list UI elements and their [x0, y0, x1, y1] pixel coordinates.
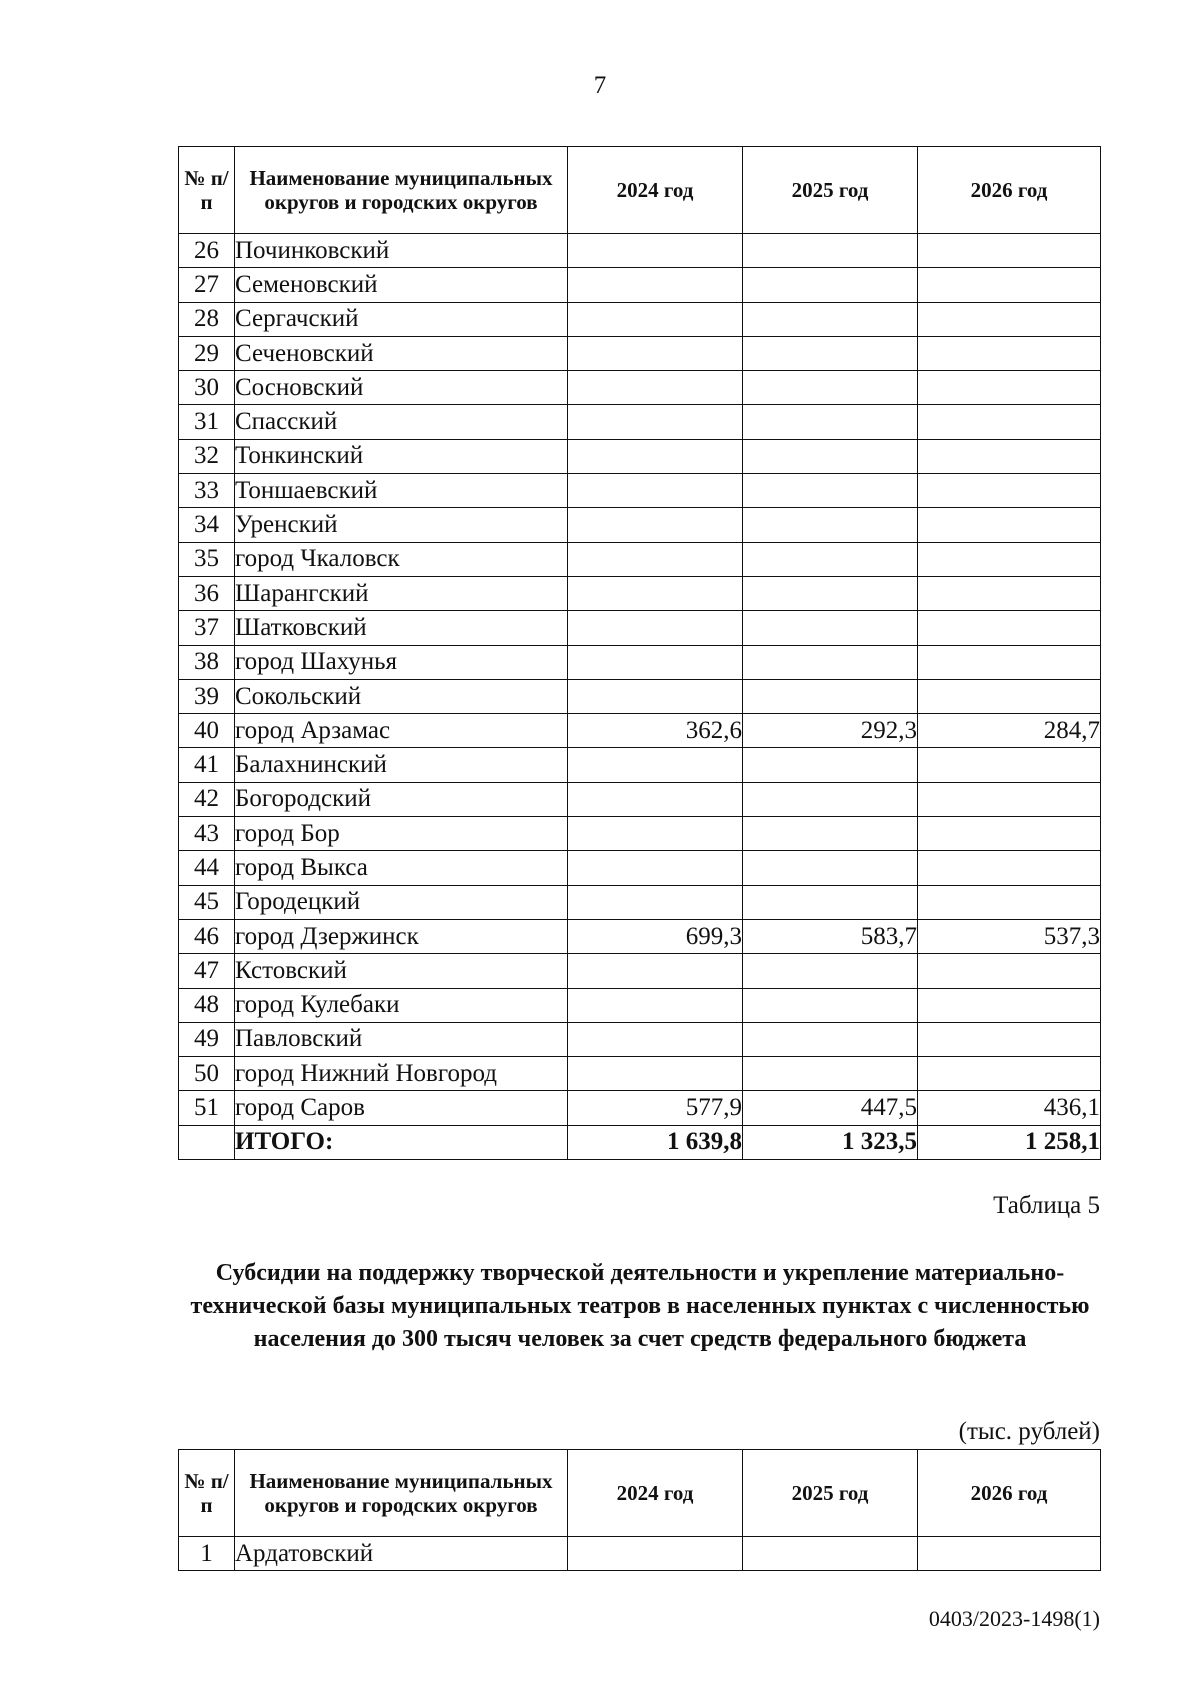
value-2025: [743, 508, 918, 542]
row-number: 42: [179, 782, 235, 816]
table-row: [179, 1091, 1101, 1125]
value-2026: 436,1: [918, 1091, 1101, 1125]
header-2025: 2025 год: [743, 147, 918, 234]
table-row: [179, 885, 1101, 919]
value-2026: [918, 336, 1101, 370]
district-name: город Выкса: [235, 851, 568, 885]
value-2026: [918, 371, 1101, 405]
value-2025: [743, 234, 918, 268]
value-2026: [918, 439, 1101, 473]
value-2024: [568, 268, 743, 302]
value-2024: [568, 336, 743, 370]
value-2026: [918, 268, 1101, 302]
district-name: Уренский: [235, 508, 568, 542]
district-name: Семеновский: [235, 268, 568, 302]
value-2025: [743, 336, 918, 370]
header-2024: 2024 год: [568, 147, 743, 234]
value-2025: [743, 268, 918, 302]
table-header-row: [179, 147, 1101, 234]
value-2026: [918, 817, 1101, 851]
row-number: 35: [179, 542, 235, 576]
value-2024: [568, 234, 743, 268]
value-2025: [743, 611, 918, 645]
value-2026: [918, 302, 1101, 336]
district-name: город Саров: [235, 1091, 568, 1125]
value-2024: [568, 508, 743, 542]
table-row: [179, 851, 1101, 885]
row-number: 40: [179, 714, 235, 748]
value-2026: [918, 576, 1101, 610]
table-row: [179, 679, 1101, 713]
district-name: Сосновский: [235, 371, 568, 405]
total-2025: 1 323,5: [743, 1125, 918, 1159]
district-name: город Кулебаки: [235, 988, 568, 1022]
header-2026: 2026 год: [918, 1450, 1101, 1537]
header-2026: 2026 год: [918, 147, 1101, 234]
table-body: [179, 234, 1101, 1160]
header-2024: 2024 год: [568, 1450, 743, 1537]
row-number: 36: [179, 576, 235, 610]
district-name: Сеченовский: [235, 336, 568, 370]
value-2024: [568, 988, 743, 1022]
table-row: [179, 782, 1101, 816]
district-name: город Нижний Новгород: [235, 1057, 568, 1091]
row-number: 50: [179, 1057, 235, 1091]
value-2025: [743, 851, 918, 885]
row-number: 26: [179, 234, 235, 268]
row-number: 46: [179, 919, 235, 953]
row-number: 32: [179, 439, 235, 473]
table-row: [179, 405, 1101, 439]
value-2025: [743, 439, 918, 473]
value-2025: [743, 542, 918, 576]
value-2025: [743, 988, 918, 1022]
header-no: № п/п: [179, 147, 235, 234]
table-row: [179, 474, 1101, 508]
total-label: ИТОГО:: [235, 1125, 568, 1159]
value-2025: [743, 954, 918, 988]
value-2026: [918, 645, 1101, 679]
value-2025: [743, 748, 918, 782]
value-2025: [743, 1537, 918, 1571]
value-2024: 577,9: [568, 1091, 743, 1125]
table-body: [179, 1537, 1101, 1571]
value-2024: [568, 439, 743, 473]
district-name: Павловский: [235, 1022, 568, 1056]
row-number: 30: [179, 371, 235, 405]
budget-table-continuation: [178, 146, 1101, 1160]
table-row: [179, 611, 1101, 645]
value-2025: [743, 782, 918, 816]
value-2025: [743, 576, 918, 610]
value-2025: [743, 474, 918, 508]
value-2026: 284,7: [918, 714, 1101, 748]
table-row: [179, 302, 1101, 336]
row-number: 37: [179, 611, 235, 645]
value-2024: [568, 542, 743, 576]
subsidy-table: [178, 1449, 1101, 1571]
table-row: [179, 268, 1101, 302]
district-name: Починковский: [235, 234, 568, 268]
value-2024: 362,6: [568, 714, 743, 748]
value-2026: [918, 851, 1101, 885]
value-2024: [568, 782, 743, 816]
value-2024: [568, 885, 743, 919]
district-name: город Чкаловск: [235, 542, 568, 576]
row-number: 31: [179, 405, 235, 439]
value-2024: [568, 1022, 743, 1056]
value-2024: [568, 851, 743, 885]
row-number: 47: [179, 954, 235, 988]
value-2025: 447,5: [743, 1091, 918, 1125]
table-row: [179, 542, 1101, 576]
district-name: город Шахунья: [235, 645, 568, 679]
district-name: Балахнинский: [235, 748, 568, 782]
district-name: Спасский: [235, 405, 568, 439]
table-row: [179, 1537, 1101, 1571]
total-empty-cell: [179, 1125, 235, 1159]
row-number: 34: [179, 508, 235, 542]
table-row: [179, 1057, 1101, 1091]
district-name: Тонкинский: [235, 439, 568, 473]
value-2024: [568, 645, 743, 679]
row-number: 27: [179, 268, 235, 302]
page-number: 7: [593, 72, 607, 99]
district-name: Ардатовский: [235, 1537, 568, 1571]
district-name: город Бор: [235, 817, 568, 851]
value-2024: [568, 1537, 743, 1571]
value-2024: [568, 576, 743, 610]
header-name: Наименование муниципальных округов и городских округов: [235, 1450, 568, 1537]
row-number: 48: [179, 988, 235, 1022]
row-number: 41: [179, 748, 235, 782]
header-2025: 2025 год: [743, 1450, 918, 1537]
row-number: 43: [179, 817, 235, 851]
table-row: [179, 336, 1101, 370]
table-row: [179, 439, 1101, 473]
value-2024: [568, 474, 743, 508]
value-2026: [918, 1022, 1101, 1056]
value-2025: [743, 302, 918, 336]
value-2024: [568, 611, 743, 645]
value-2024: [568, 748, 743, 782]
value-2024: [568, 302, 743, 336]
row-number: 49: [179, 1022, 235, 1056]
value-2024: [568, 954, 743, 988]
value-2026: [918, 679, 1101, 713]
district-name: Городецкий: [235, 885, 568, 919]
table-row: [179, 748, 1101, 782]
table-row: [179, 954, 1101, 988]
value-2025: [743, 817, 918, 851]
value-2025: [743, 371, 918, 405]
value-2026: [918, 1057, 1101, 1091]
value-2026: [918, 782, 1101, 816]
value-2025: [743, 679, 918, 713]
value-2024: [568, 405, 743, 439]
value-2025: [743, 1022, 918, 1056]
units-note: (тыс. рублей): [958, 1418, 1100, 1445]
table-row: [179, 371, 1101, 405]
value-2026: [918, 748, 1101, 782]
section-title: Субсидии на поддержку творческой деятельности и укрепление материально-технической базы муниципальных театров в населенных пунктах с численностью населения до 300 тысяч человек за счет средств федерального бюджета: [190, 1260, 1090, 1352]
value-2025: 583,7: [743, 919, 918, 953]
row-number: 45: [179, 885, 235, 919]
value-2026: 537,3: [918, 919, 1101, 953]
district-name: Шарангский: [235, 576, 568, 610]
table-row: [179, 817, 1101, 851]
header-no: № п/п: [179, 1450, 235, 1537]
district-name: Шатковский: [235, 611, 568, 645]
row-number: 28: [179, 302, 235, 336]
value-2026: [918, 405, 1101, 439]
total-row: [179, 1125, 1101, 1159]
value-2025: [743, 885, 918, 919]
value-2025: 292,3: [743, 714, 918, 748]
table-row: [179, 988, 1101, 1022]
value-2025: [743, 645, 918, 679]
value-2024: [568, 679, 743, 713]
value-2025: [743, 1057, 918, 1091]
value-2026: [918, 542, 1101, 576]
district-name: Сокольский: [235, 679, 568, 713]
value-2024: [568, 371, 743, 405]
table-row: [179, 234, 1101, 268]
row-number: 1: [179, 1537, 235, 1571]
total-2024: 1 639,8: [568, 1125, 743, 1159]
value-2026: [918, 988, 1101, 1022]
row-number: 38: [179, 645, 235, 679]
table-row: [179, 508, 1101, 542]
total-2026: 1 258,1: [918, 1125, 1101, 1159]
row-number: 44: [179, 851, 235, 885]
district-name: город Дзержинск: [235, 919, 568, 953]
value-2024: 699,3: [568, 919, 743, 953]
value-2026: [918, 508, 1101, 542]
row-number: 39: [179, 679, 235, 713]
value-2024: [568, 1057, 743, 1091]
district-name: Сергачский: [235, 302, 568, 336]
value-2026: [918, 954, 1101, 988]
row-number: 33: [179, 474, 235, 508]
district-name: Тоншаевский: [235, 474, 568, 508]
table-caption: Таблица 5: [993, 1192, 1100, 1219]
table-row: [179, 1022, 1101, 1056]
district-name: Кстовский: [235, 954, 568, 988]
value-2026: [918, 1537, 1101, 1571]
document-code: 0403/2023-1498(1): [928, 1606, 1100, 1631]
value-2025: [743, 405, 918, 439]
district-name: Богородский: [235, 782, 568, 816]
value-2026: [918, 885, 1101, 919]
district-name: город Арзамас: [235, 714, 568, 748]
table-row: [179, 919, 1101, 953]
header-name: Наименование муниципальных округов и городских округов: [235, 147, 568, 234]
value-2026: [918, 234, 1101, 268]
table-header-row: [179, 1450, 1101, 1537]
value-2024: [568, 817, 743, 851]
table-row: [179, 645, 1101, 679]
table-row: [179, 576, 1101, 610]
row-number: 51: [179, 1091, 235, 1125]
value-2026: [918, 474, 1101, 508]
row-number: 29: [179, 336, 235, 370]
table-row: [179, 714, 1101, 748]
value-2026: [918, 611, 1101, 645]
